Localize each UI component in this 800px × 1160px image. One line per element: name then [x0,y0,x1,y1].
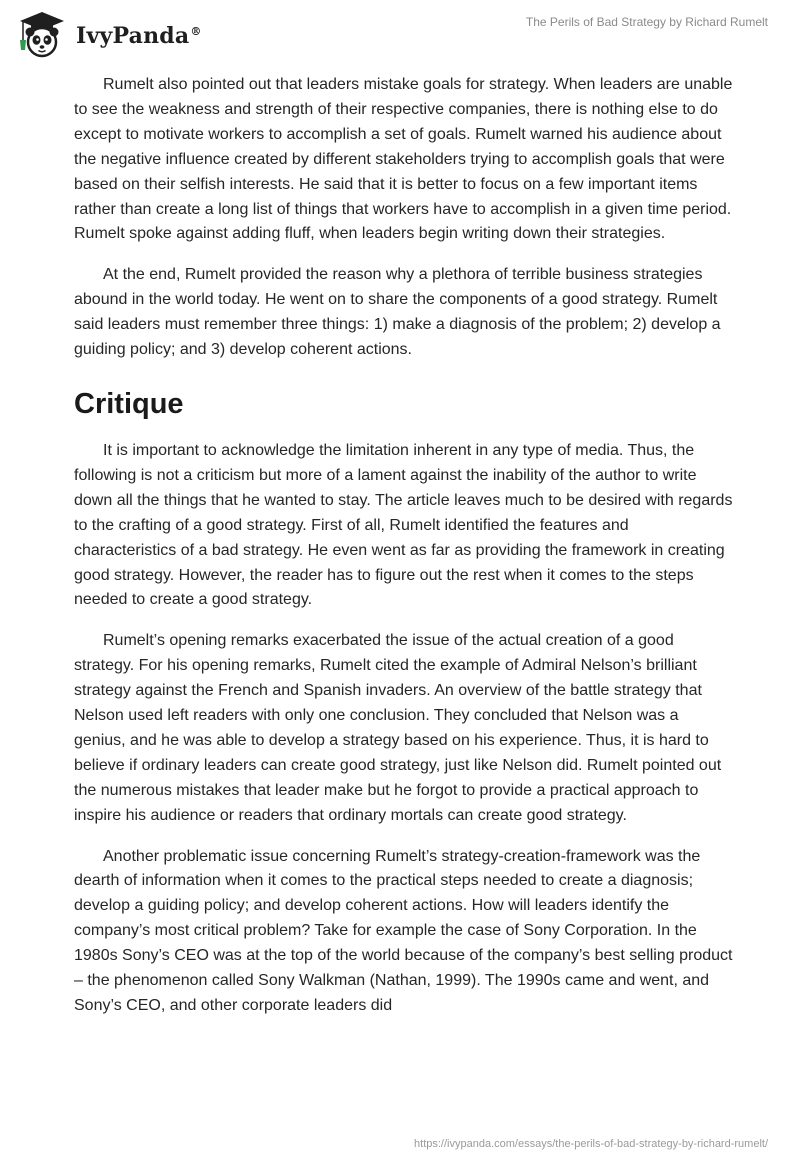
paragraph: At the end, Rumelt provided the reason why a plethora of terrible business strategies abound in the world today. He went on to share the components of a good strategy. Rumelt said leaders must remember three things: 1) make a diagnosis of the problem; 2) develop a guiding policy; and 3) develop coherent actions. [74,266,721,359]
registered-mark: ® [190,24,202,38]
section-heading-critique: Critique [74,387,184,420]
paragraph: Another problematic issue concerning Rumelt’s strategy-creation-framework was the dearth of information when it comes to the practical steps needed to create a diagnosis; develop a guiding policy; and develop coherent actions. How will leaders identify the company’s most critical problem? Take for example the case of Sony Corporation. In the 1980s Sony’s CEO was at the top of the world because of the company’s best selling product – the phenomenon called Sony Walkman (Nathan, 1999). The 1990s came and went, and Sony’s CEO, and other corporate leaders did [74,847,733,1014]
logo-text: IvyPanda [76,23,190,49]
panda-graduate-icon [14,10,70,58]
paragraph: Rumelt also pointed out that leaders mistake goals for strategy. When leaders are unable to see the weakness and strength of their respective companies, there is nothing else to do except to motivate workers to accomplish a set of goals. Rumelt warned his audience about the negative influence created by different stakeholders trying to accomplish goals that were based on their selfish interests. He said that it is better to focus on a few important items rather than create a long list of things that workers have to accomplish in a given time period. Rumelt spoke against adding fluff, when leaders begin writing down their strategies. [74,76,733,243]
paragraph: It is important to acknowledge the limitation inherent in any type of media. Thus, the following is not a criticism but more of a lament against the inability of the author to write down all the things that he wanted to stay. The article leaves much to be desired with regards to the crafting of a good strategy. First of all, Rumelt identified the features and characteristics of a bad strategy. He even went as far as providing the framework in creating good strategy. However, the reader has to figure out the rest when it comes to the steps needed to create a good strategy. [74,441,733,609]
essay-content [74,73,734,1035]
page-header [0,0,800,70]
ivypanda-logo[interactable] [14,10,202,58]
paragraph: Rumelt’s opening remarks exacerbated the issue of the actual creation of a good strategy. For his opening remarks, Rumelt cited the example of Admiral Nelson’s brilliant strategy against the French and Spanish invaders. An overview of the battle strategy that Nelson used left readers with only one conclusion. They concluded that Nelson was a genius, and he was able to develop a strategy based on his experience. Thus, it is hard to believe if ordinary leaders can create good strategy, just like Nelson did. Rumelt pointed out the numerous mistakes that leader make but he forgot to provide a practical approach to inspire his audience or readers that ordinary mortals can create good strategy. [74,632,722,824]
source-url-link[interactable]: https://ivypanda.com/essays/the-perils-of-bad-strategy-by-richard-rumelt/ [414,1138,768,1150]
logo-wordmark [76,23,202,49]
document-title: The Perils of Bad Strategy by Richard Rumelt [525,15,768,29]
